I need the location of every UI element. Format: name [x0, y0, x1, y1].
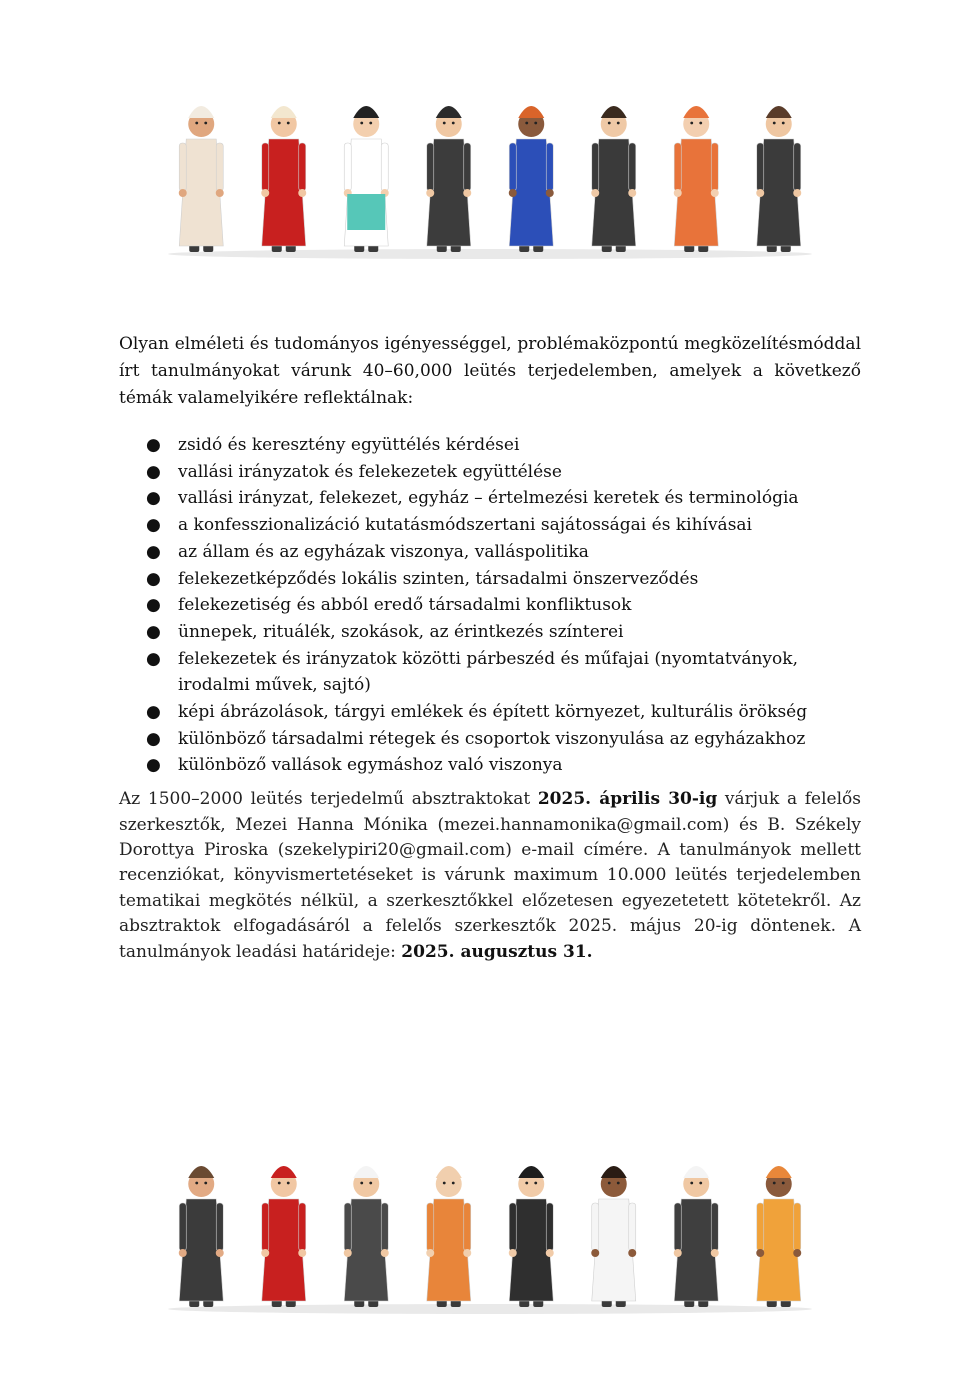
protestant-pastor-figure: [179, 1166, 224, 1307]
top-clergy-illustration: [160, 72, 820, 262]
bullet-icon: ●: [146, 648, 161, 669]
list-item: [119, 699, 861, 726]
ground-shadow: [168, 249, 812, 259]
topic-text: felekezetiség és abból eredő társadalmi konfliktusok: [178, 595, 632, 616]
topic-text: felekezetképződés lokális szinten, társadalmi önszerveződés: [178, 568, 699, 589]
shinto-priest-figure: [344, 106, 389, 252]
orthodox-monk-figure: [426, 106, 471, 252]
rabbi-figure: [509, 1166, 554, 1307]
topics-list: [119, 432, 861, 779]
submission-paragraph: [119, 787, 861, 965]
abstract-deadline: 2025. április 30-ig: [537, 789, 718, 810]
bullet-icon: ●: [146, 435, 161, 455]
topic-text: vallási irányzat, felekezet, egyház – értelmezési keretek és terminológia: [178, 488, 799, 509]
submission-text-start: Az 1500–2000 leütés terjedelmű absztraktokat: [119, 789, 538, 810]
list-item: [119, 646, 861, 699]
topic-text: a konfesszionalizáció kutatásmódszertani sajátosságai és kihívásai: [178, 515, 752, 536]
orthodox-patriarch-figure: [674, 1166, 719, 1307]
bullet-icon: ●: [146, 595, 161, 616]
bullet-icon: ●: [146, 541, 161, 562]
bullet-icon: ●: [146, 461, 161, 482]
ground-shadow: [168, 1304, 812, 1314]
list-item: [119, 485, 861, 512]
imam-figure: [344, 1166, 389, 1307]
list-item: [119, 512, 861, 539]
submission-text-body: várjuk a felelős szerkesztők, Mezei Hanna Mónika (mezei.hannamonika@gmail.com) és B. Székely Dorottya Piroska (szekelypiri20@gmail.com) e-mail címére. A tanulmányok mellett recenziókat, könyvismertetéseket is várunk maximum 10.000 leütés terjedelemben tematikai megkötés nélkül, a szerkesztőkkel előzetesen egyezetetett kötetekről. Az absztraktok elfogadásáról a felelős szerkesztők 2025. május 20-ig döntenek. A tanulmányok leadási határideje:: [119, 789, 861, 962]
cardinal-figure: [261, 1166, 306, 1307]
topic-text: képi ábrázolások, tárgyi emlékek és épített környezet, kulturális örökség: [178, 702, 808, 723]
topic-text: zsidó és keresztény együttélés kérdései: [178, 435, 520, 455]
call-for-papers-text: [119, 331, 861, 965]
topic-text: az állam és az egyházak viszonya, valláspolitika: [178, 541, 589, 562]
list-item: [119, 539, 861, 566]
intro-paragraph: Olyan elméleti és tudományos igényességgel, problémaközpontú megközelítésmóddal írt tanulmányokat várunk 40–60,000 leütés terjedelemben, amelyek a következő témák valamelyikére reflektálnak:: [119, 334, 861, 408]
list-item: [119, 726, 861, 753]
topic-text: felekezetek és irányzatok közötti párbeszéd és műfajai (nyomtatványok, irodalmi művek, sajtó): [178, 648, 798, 696]
list-item: [119, 592, 861, 619]
bottom-clergy-illustration: [160, 1132, 820, 1317]
bullet-icon: ●: [146, 728, 161, 749]
buddhist-monk-figure: [426, 1166, 471, 1307]
friar-figure: [591, 106, 636, 252]
bullet-icon: ●: [146, 755, 161, 776]
orthodox-bishop-figure: [179, 106, 224, 252]
topic-text: ünnepek, rituálék, szokások, az érintkezés színterei: [178, 621, 624, 642]
final-deadline: 2025. augusztus 31.: [401, 941, 593, 962]
list-item: [119, 619, 861, 646]
bullet-icon: ●: [146, 568, 161, 589]
bullet-icon: ●: [146, 702, 161, 723]
list-item: [119, 566, 861, 593]
hindu-monk-figure: [674, 106, 719, 252]
list-item: [119, 752, 861, 779]
topic-text: vallási irányzatok és felekezetek együttélése: [178, 461, 562, 482]
bullet-icon: ●: [146, 488, 161, 509]
list-item: [119, 459, 861, 486]
bullet-icon: ●: [146, 621, 161, 642]
top-clergy-illustration-svg: [160, 72, 820, 262]
catholic-bishop-figure: [261, 106, 306, 252]
african-priest-figure: [591, 1166, 636, 1307]
priest-figure: [756, 106, 801, 252]
bottom-clergy-illustration-svg: [160, 1132, 820, 1317]
list-item: [119, 432, 861, 459]
bullet-icon: ●: [146, 515, 161, 536]
sadhu-figure: [756, 1166, 801, 1307]
topic-text: különböző társadalmi rétegek és csoportok viszonyulása az egyházakhoz: [178, 728, 806, 749]
sikh-figure: [509, 106, 554, 252]
topic-text: különböző vallások egymáshoz való viszonya: [178, 755, 563, 776]
